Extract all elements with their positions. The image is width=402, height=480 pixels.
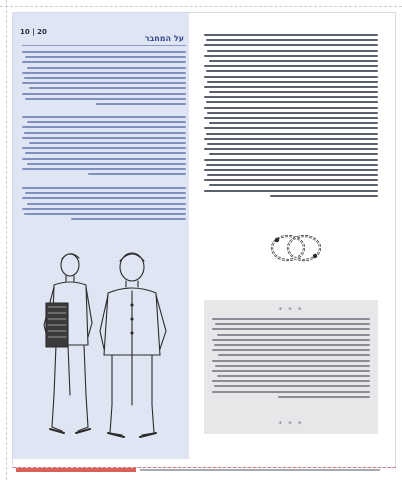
text-line xyxy=(22,197,186,199)
text-line xyxy=(25,192,186,194)
text-line xyxy=(24,132,186,134)
text-line xyxy=(212,370,370,372)
text-line xyxy=(27,163,186,165)
text-line xyxy=(209,184,378,186)
sidebar-paragraph-1 xyxy=(22,51,186,108)
text-line xyxy=(204,148,378,150)
text-line xyxy=(270,195,378,197)
text-line xyxy=(207,143,378,145)
text-line xyxy=(212,328,370,330)
sidebar-paragraph-2 xyxy=(22,116,186,178)
text-line xyxy=(206,70,378,72)
text-line xyxy=(209,60,378,62)
text-line xyxy=(22,93,186,95)
sidebar-heading-rule xyxy=(22,45,186,46)
quote-divider-top: * * * xyxy=(278,306,304,314)
text-line xyxy=(22,187,186,189)
text-line xyxy=(22,126,186,128)
text-line xyxy=(214,344,370,346)
text-line xyxy=(212,339,370,341)
text-line xyxy=(204,117,378,119)
text-line xyxy=(204,55,378,57)
text-line xyxy=(204,138,378,140)
text-line xyxy=(29,142,186,144)
text-line xyxy=(217,375,370,377)
text-line xyxy=(22,116,186,118)
text-line xyxy=(27,203,186,205)
text-line xyxy=(204,179,378,181)
text-line xyxy=(212,380,370,382)
text-line xyxy=(207,50,378,52)
text-line xyxy=(204,44,378,46)
sidebar-heading: על המחבר xyxy=(144,34,184,43)
text-line xyxy=(204,159,378,161)
text-line xyxy=(71,218,186,220)
quote-text xyxy=(212,318,370,401)
text-line xyxy=(204,169,378,171)
text-line xyxy=(212,349,370,351)
sidebar-paragraph-3 xyxy=(22,187,186,223)
page-number: 10 | 20 xyxy=(20,28,47,36)
text-line xyxy=(22,51,186,53)
text-line xyxy=(206,101,378,103)
text-line xyxy=(206,133,378,135)
text-line xyxy=(212,318,370,320)
trim-line-top xyxy=(0,6,402,7)
text-line xyxy=(212,360,370,362)
two-standing-figures-icon xyxy=(28,245,176,445)
text-line xyxy=(207,81,378,83)
text-line xyxy=(204,86,378,88)
text-line xyxy=(27,67,186,69)
text-line xyxy=(278,396,370,398)
text-line xyxy=(204,34,378,36)
text-line xyxy=(96,103,186,105)
quote-divider-bottom: * * * xyxy=(278,420,304,428)
footer-color-bar xyxy=(16,468,136,472)
trim-line-left xyxy=(6,0,7,480)
text-line xyxy=(204,107,378,109)
text-line xyxy=(204,76,378,78)
text-line xyxy=(204,65,378,67)
text-line xyxy=(215,323,370,325)
main-paragraph xyxy=(204,34,378,200)
text-line xyxy=(204,190,378,192)
text-line xyxy=(25,98,186,100)
text-line xyxy=(88,173,186,175)
text-line xyxy=(24,77,186,79)
text-line xyxy=(209,153,378,155)
text-line xyxy=(206,39,378,41)
text-line xyxy=(207,112,378,114)
text-line xyxy=(217,334,370,336)
text-line xyxy=(204,96,378,98)
text-line xyxy=(206,164,378,166)
text-line xyxy=(215,365,370,367)
snake-knot-emblem-icon xyxy=(268,220,324,276)
text-line xyxy=(22,208,186,210)
text-line xyxy=(214,385,370,387)
text-line xyxy=(22,72,186,74)
text-line xyxy=(22,147,186,149)
text-line xyxy=(24,213,186,215)
text-line xyxy=(207,174,378,176)
text-line xyxy=(22,137,186,139)
text-line xyxy=(27,121,186,123)
text-line xyxy=(25,56,186,58)
text-line xyxy=(212,391,370,393)
text-line xyxy=(204,127,378,129)
text-line xyxy=(25,152,186,154)
text-line xyxy=(22,61,186,63)
footer-slug-line xyxy=(140,469,380,471)
text-line xyxy=(22,82,186,84)
text-line xyxy=(218,354,370,356)
text-line xyxy=(209,122,378,124)
text-line xyxy=(209,91,378,93)
text-line xyxy=(22,158,186,160)
text-line xyxy=(29,87,186,89)
text-line xyxy=(22,168,186,170)
